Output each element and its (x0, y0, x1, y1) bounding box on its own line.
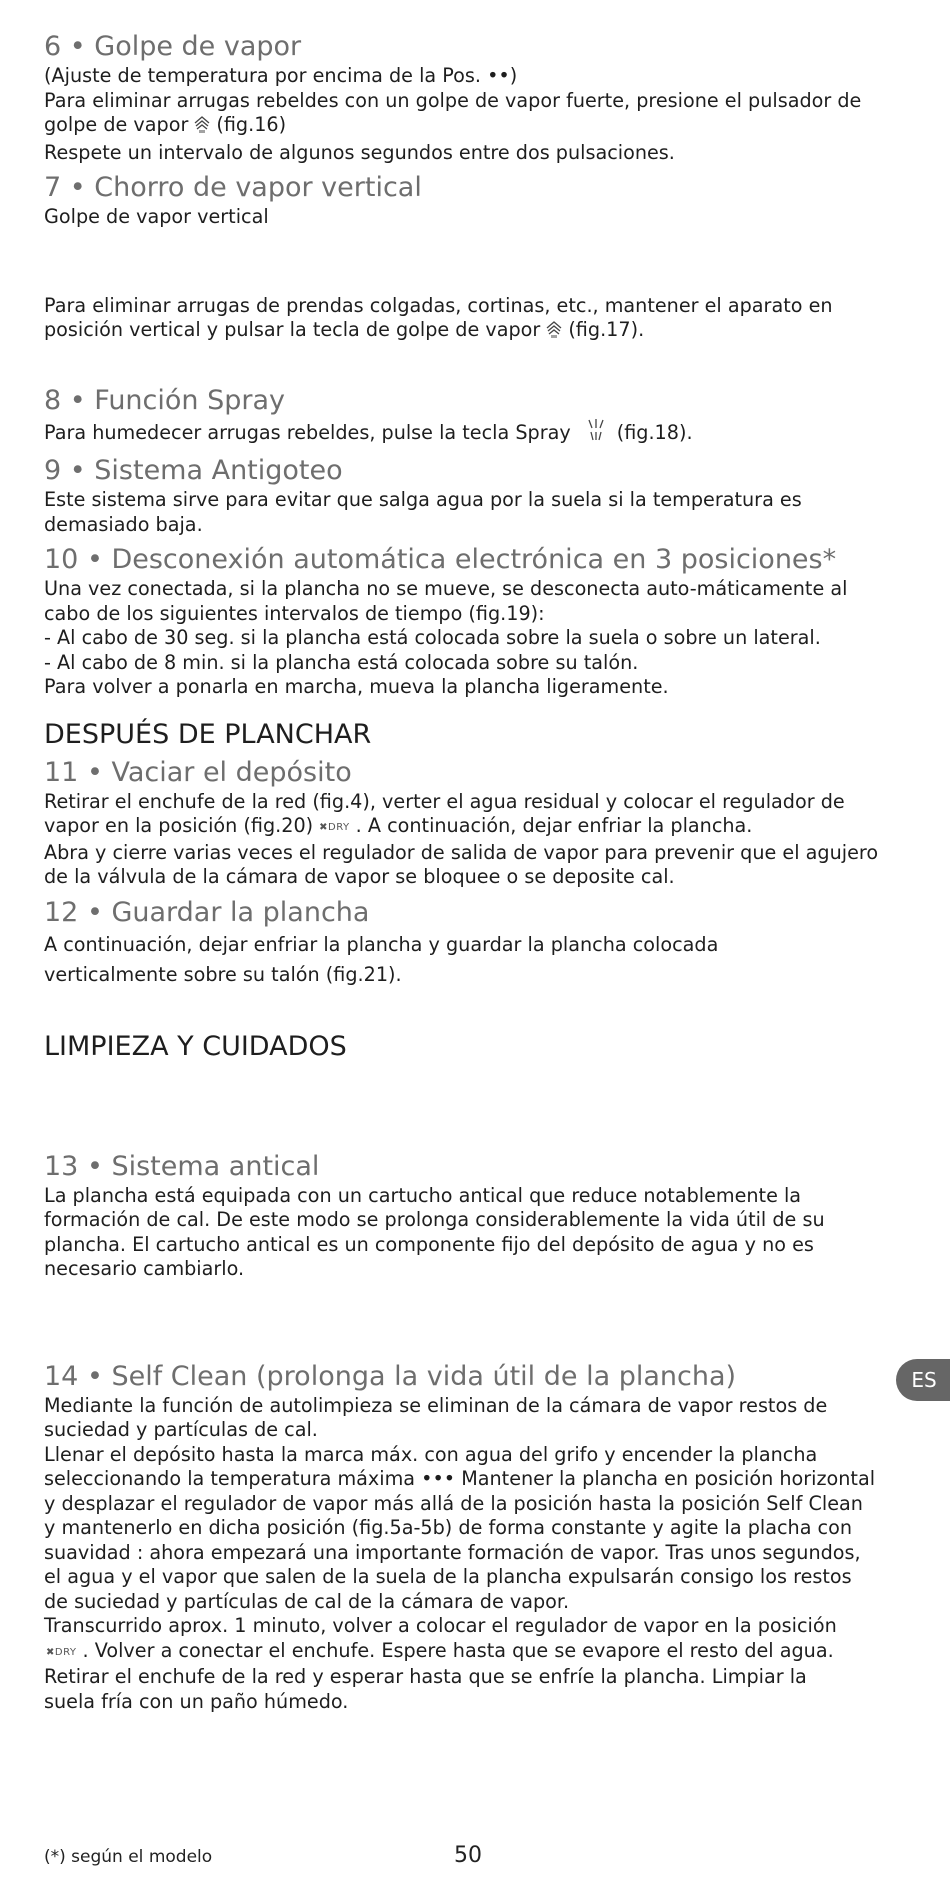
s10-line-1: Una vez conectada, si la plancha no se mueve, se desconecta auto-máticamente al (44, 577, 848, 600)
s8-line-1b: (fig.18). (616, 420, 693, 444)
s6-line-1: (Ajuste de temperatura por encima de la Pos. ••) (44, 64, 518, 87)
s14-line-5: y desplazar el regulador de vapor más allá de la posición hasta la posición Self Clean (44, 1491, 863, 1515)
s6-line-4: Respete un intervalo de algunos segundos entre dos pulsaciones. (44, 140, 675, 164)
section-12-title: 12 • Guardar la plancha (44, 896, 370, 928)
s14-line-1: Mediante la función de autolimpieza se eliminan de la cámara de vapor restos de (44, 1393, 828, 1417)
section-7-title: 7 • Chorro de vapor vertical (44, 172, 422, 203)
s10-line-2: cabo de los siguientes intervalos de tiempo (fig.19): (44, 601, 545, 625)
s6-line-3a: golpe de vapor (44, 113, 189, 136)
s9-line-2: demasiado baja. (44, 512, 203, 536)
section-13-title: 13 • Sistema antical (44, 1150, 320, 1182)
steam-burst-icon (192, 114, 212, 141)
s14-line-4: seleccionando la temperatura máxima ••• Mantener la plancha en posición horizontal (44, 1467, 876, 1490)
cleaning-heading: LIMPIEZA Y CUIDADOS (44, 1030, 347, 1062)
s10-line-4: - Al cabo de 8 min. si la plancha está colocada sobre su talón. (44, 650, 639, 674)
s11-line-2a: vapor en la posición (fig.20) (44, 814, 314, 837)
s13-line-1: La plancha está equipada con un cartucho antical que reduce notablemente la (44, 1183, 802, 1207)
section-11-title: 11 • Vaciar el depósito (44, 756, 352, 788)
s14-line-10: Transcurrido aprox. 1 minuto, volver a colocar el regulador de vapor en la posición (44, 1614, 837, 1637)
s12-line-2: verticalmente sobre su talón (fig.21). (44, 962, 402, 986)
s7-line-2b: (fig.17). (568, 318, 645, 341)
section-6-title: 6 • Golpe de vapor (44, 31, 302, 62)
s14-line-9: de suciedad y partículas de cal de la cámara de vapor. (44, 1589, 570, 1613)
s14-line-3: Llenar el depósito hasta la marca máx. con agua del grifo y encender la plancha (44, 1442, 818, 1466)
s14-line-11b: . Volver a conectar el enchufe. Espere hasta que se evapore el resto del agua. (82, 1638, 834, 1662)
s14-line-13: suela fría con un paño húmedo. (44, 1689, 349, 1713)
s14-line-7: suavidad : ahora empezará una importante formación de vapor. Tras unos segundos, (44, 1540, 861, 1564)
section-9-title: 9 • Sistema Antigoteo (44, 455, 343, 486)
s14-line-6: y mantenerlo en dicha posición (fig.5a-5b) de forma constante y agite la placha con (44, 1516, 853, 1539)
s8-line-1 (44, 418, 904, 449)
section-14-title: 14 • Self Clean (prolonga la vida útil de la plancha) (44, 1360, 737, 1392)
s7-line-2a: posición vertical y pulsar la tecla de golpe de vapor (44, 318, 541, 341)
s13-line-2: formación de cal. De este modo se prolonga considerablemente la vida útil de su (44, 1208, 825, 1231)
section-8-title: 8 • Función Spray (44, 384, 286, 416)
section-10-title: 10 • Desconexión automática electrónica en 3 posiciones* (44, 544, 837, 575)
dry-position-icon: ✖DRY (46, 1646, 77, 1658)
footnote: (*) según el modelo (44, 1847, 213, 1867)
s11-line-2 (44, 814, 904, 841)
spray-icon (585, 418, 607, 449)
s6-line-3 (44, 113, 904, 141)
s7-line-1: Para eliminar arrugas de prendas colgadas, cortinas, etc., mantener el aparato en (44, 293, 833, 317)
s14-line-12: Retirar el enchufe de la red y esperar hasta que se enfríe la plancha. Limpiar la (44, 1665, 807, 1688)
dry-position-icon: ✖DRY (319, 822, 350, 833)
s11-line-3: Abra y cierre varias veces el regulador de salida de vapor para prevenir que el agujero (44, 840, 879, 864)
s11-line-1: Retirar el enchufe de la red (fig.4), verter el agua residual y colocar el regulador de (44, 789, 845, 813)
s6-line-3b: (fig.16) (216, 113, 287, 136)
s7-line-2 (44, 318, 904, 346)
s14-line-8: el agua y el vapor que salen de la suela de la plancha expulsarán consigo los restos (44, 1565, 852, 1588)
s7-subtitle: Golpe de vapor vertical (44, 205, 269, 228)
language-tab: ES (896, 1359, 950, 1401)
s13-line-4: necesario cambiarlo. (44, 1257, 245, 1280)
s8-line-1a: Para humedecer arrugas rebeldes, pulse la tecla Spray (44, 420, 571, 444)
after-ironing-heading: DESPUÉS DE PLANCHAR (44, 718, 372, 750)
s14-line-11 (44, 1639, 904, 1666)
s9-line-1: Este sistema sirve para evitar que salga agua por la suela si la temperatura es (44, 488, 802, 511)
s12-line-1: A continuación, dejar enfriar la plancha y guardar la plancha colocada (44, 932, 719, 956)
s10-line-5: Para volver a ponarla en marcha, mueva la plancha ligeramente. (44, 675, 669, 698)
page-number: 50 (454, 1843, 482, 1868)
s14-line-2: suciedad y partículas de cal. (44, 1418, 318, 1441)
s13-line-3: plancha. El cartucho antical es un componente fijo del depósito de agua y no es (44, 1232, 814, 1256)
s10-line-3: - Al cabo de 30 seg. si la plancha está colocada sobre la suela o sobre un lateral. (44, 626, 821, 649)
s11-line-2b: . A continuación, dejar enfriar la plancha. (355, 814, 753, 837)
s6-line-2: Para eliminar arrugas rebeldes con un golpe de vapor fuerte, presione el pulsador de (44, 88, 862, 112)
s11-line-4: de la válvula de la cámara de vapor se bloquee o se deposite cal. (44, 865, 675, 888)
steam-burst-icon (544, 319, 564, 346)
document-page (44, 30, 904, 1714)
